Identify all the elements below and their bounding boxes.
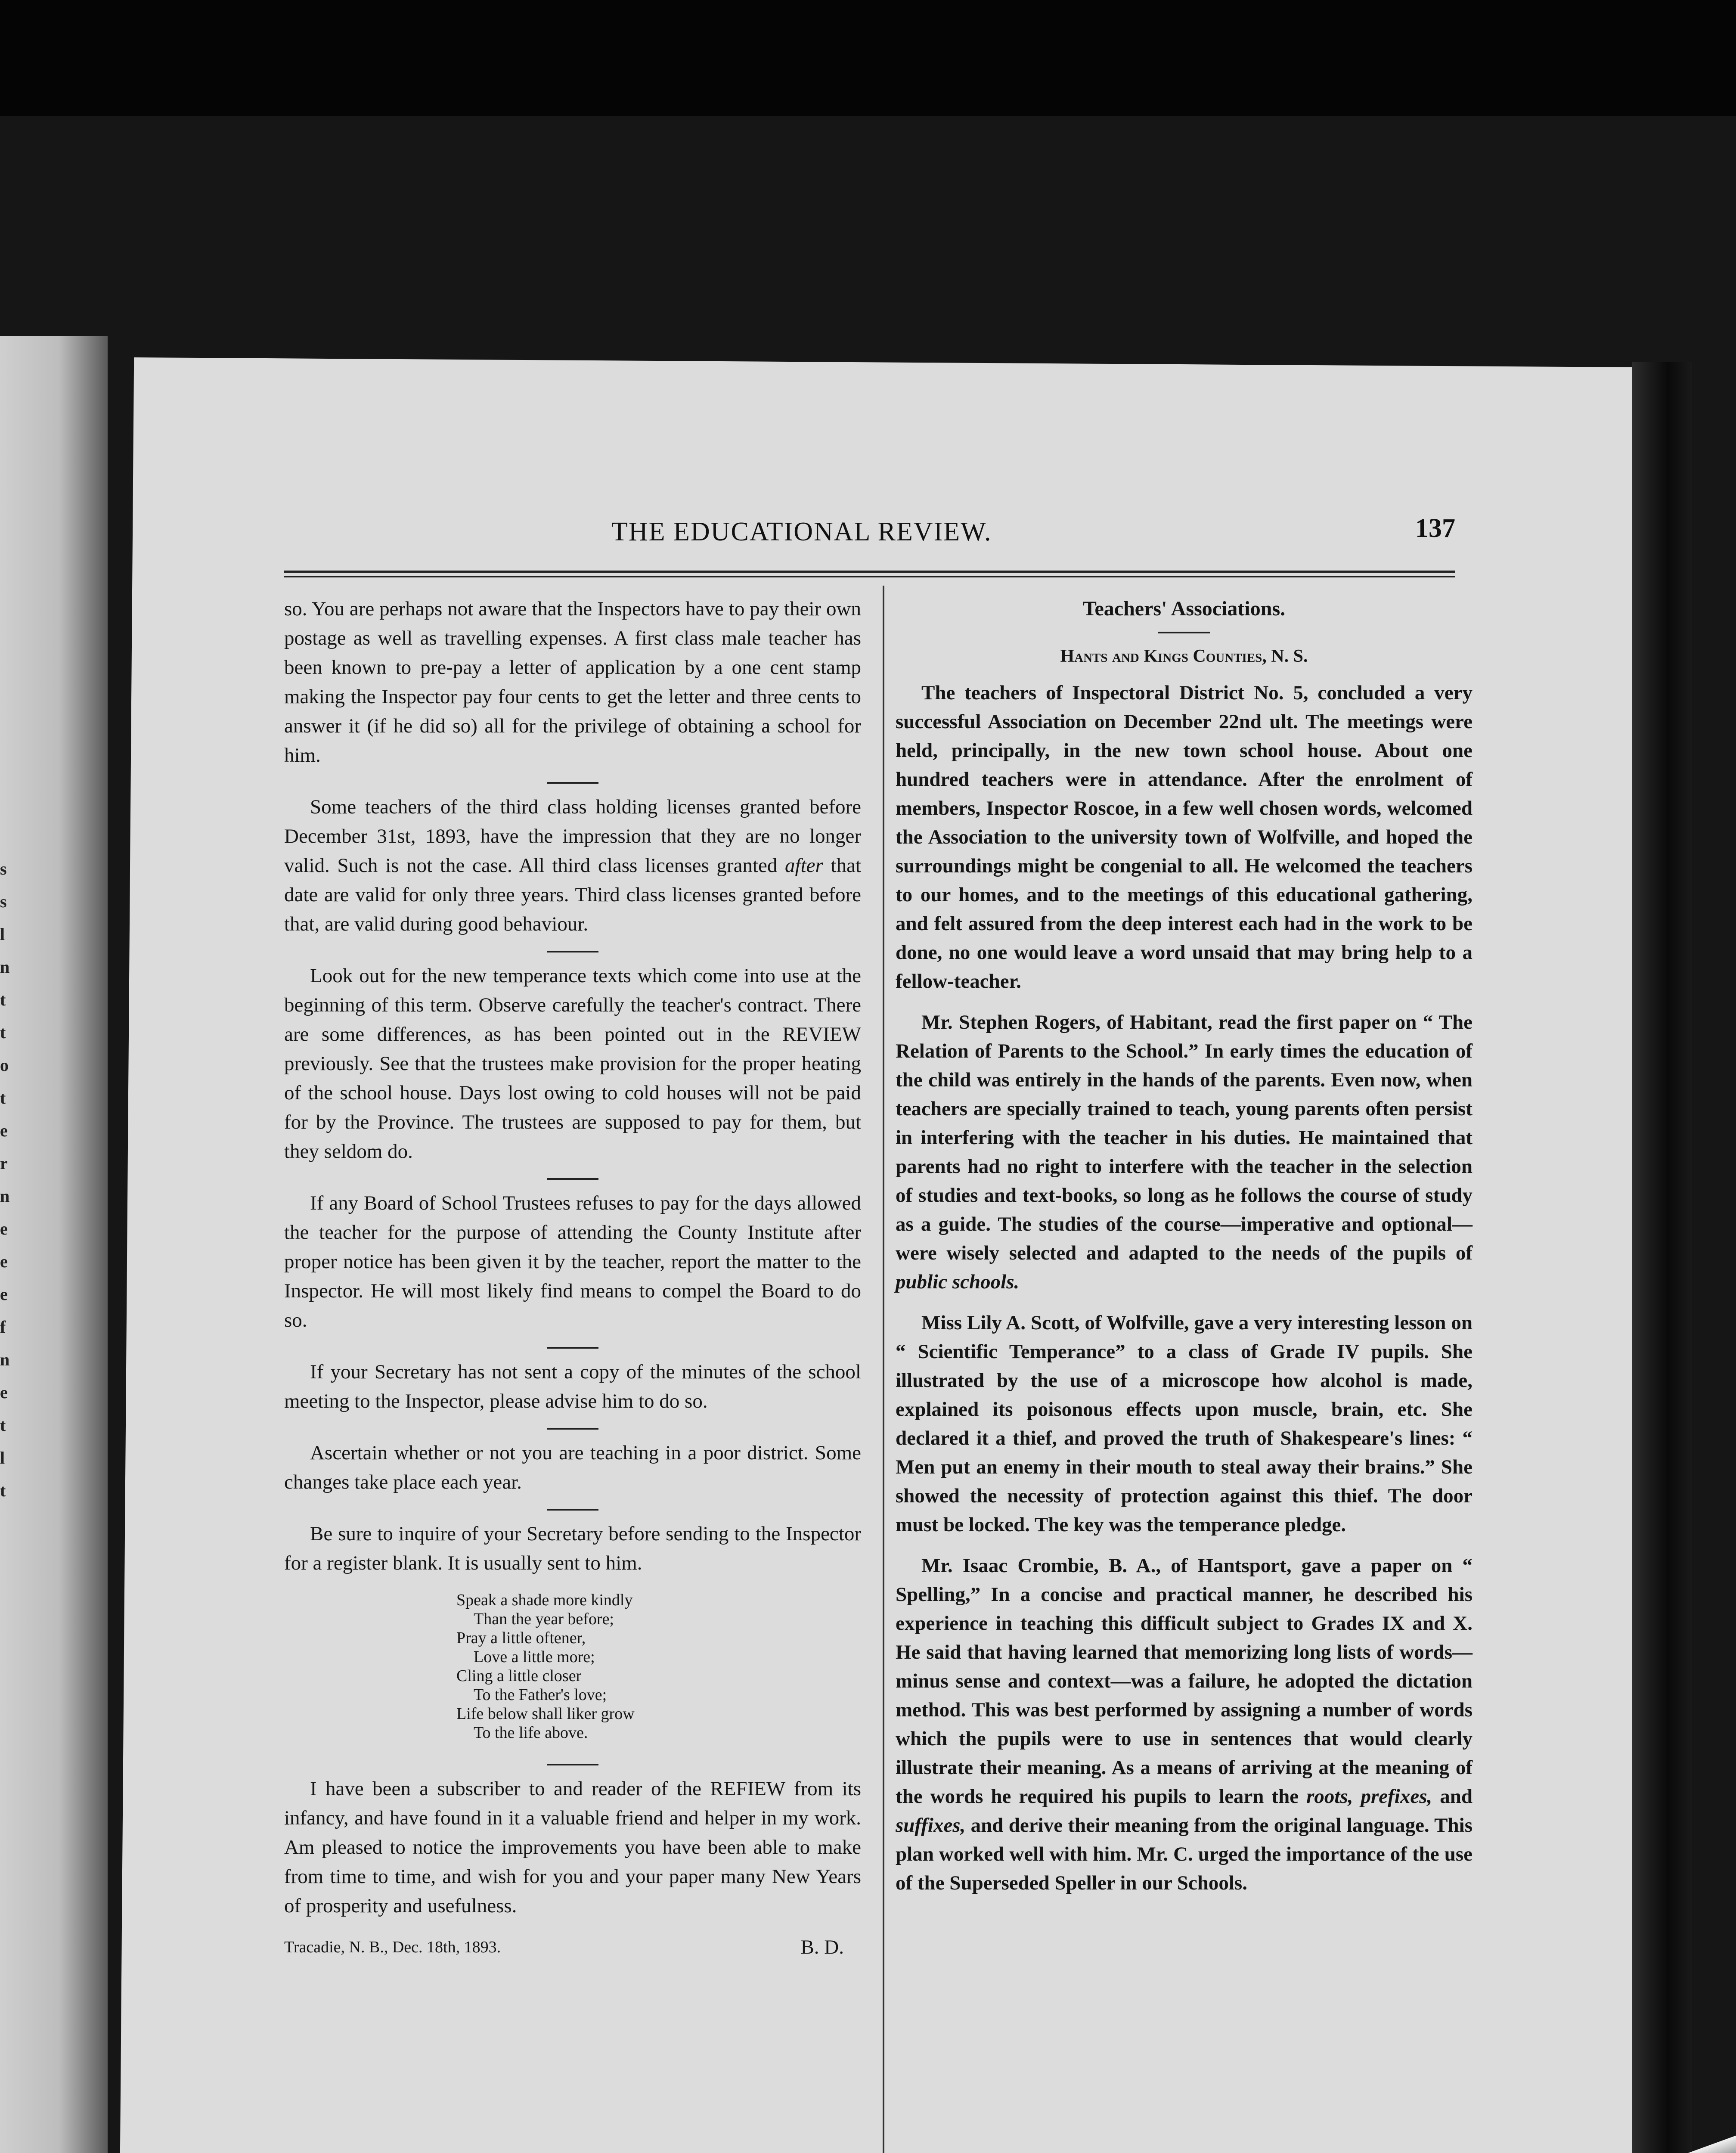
poem — [456, 1591, 801, 1742]
paragraph: Ascertain whether or not you are teaching in a poor district. Some changes take place each year. — [284, 1442, 861, 1493]
facing-page-letter: t — [0, 1088, 6, 1108]
running-title: THE EDUCATIONAL REVIEW. — [611, 517, 992, 546]
poem-line: To the life above. — [474, 1724, 588, 1742]
facing-page-letter: t — [0, 1023, 6, 1042]
column-divider — [883, 586, 884, 2153]
separator-rule — [547, 782, 598, 784]
facing-page-letter: e — [0, 1252, 8, 1271]
facing-page-letter: n — [0, 1350, 10, 1369]
separator-rule — [547, 1347, 598, 1349]
paragraph: Look out for the new temperance texts which come into use at the beginning of this term. Observe carefully the teacher's contract. There are some differences, as has been pointed out in the REVIEW previously. See that the trustees make provision for the proper heating of the school house. Days lost owing to cold houses will not be paid for by the Province. The trustees are supposed to pay for them, but they seldom do. — [284, 965, 861, 1163]
paragraph: so. You are perhaps not aware that the Inspectors have to pay their own postage as well as travelling expenses. A first class male teacher has been known to pre-pay a letter of application by a one cent stamp making the Inspector pay four cents to get the letter and three cents to answer it (if he did so) all for the privilege of obtaining a school for him. — [284, 598, 861, 766]
paragraph: Some teachers of the third class holding licenses granted before December 31st, 1893, have the impression that they are no longer valid. Such is not the case. All third class licenses granted after that date are valid for only three years. Third class licenses granted before that, are valid during good behaviour. — [284, 796, 861, 935]
left-column — [284, 594, 861, 1962]
poem-line: To the Father's love; — [474, 1686, 607, 1704]
facing-page-letter: t — [0, 990, 6, 1009]
facing-page-letter: n — [0, 1186, 10, 1206]
section-subtitle: Hants and Kings Counties, N. S. — [1060, 646, 1308, 666]
facing-page-edge — [0, 336, 108, 2153]
section-title: Teachers' Associations. — [1082, 597, 1286, 620]
facing-page-letter: l — [0, 924, 5, 944]
book-spine-edge — [1632, 362, 1692, 2153]
facing-page-letter: s — [0, 892, 7, 911]
poem-line: Speak a shade more kindly — [456, 1591, 633, 1609]
separator-rule — [547, 1178, 598, 1180]
page-header — [284, 514, 1455, 568]
paragraph: Mr. Stephen Rogers, of Habitant, read the first paper on “ The Relation of Parents to the School.” In early times the education of the child was entirely in the hands of the parents. Even now, when teachers are specially trained to teach, young parents often persist in interfering with the teacher in his duties. He maintained that parents had no right to interfere with the teacher in the selection of studies and text-books, so long as he follows the course of study as a guide. The studies of the course—imperative and optional—were wisely selected and adapted to the needs of the pupils of public schools. — [896, 1011, 1472, 1293]
facing-page-letter: l — [0, 1448, 5, 1467]
paragraph: Be sure to inquire of your Secretary before sending to the Inspector for a register blank. It is usually sent to him. — [284, 1523, 861, 1574]
right-column — [896, 594, 1472, 1910]
facing-page-letter: e — [0, 1383, 8, 1402]
poem-line: Than the year before; — [474, 1610, 614, 1628]
separator-rule — [547, 951, 598, 952]
letter-signoff — [284, 1933, 861, 1962]
facing-page-letters — [0, 853, 17, 1507]
poem-line: Cling a little closer — [456, 1667, 582, 1685]
paragraph: The teachers of Inspectoral District No. 5, concluded a very successful Association on December 22nd ult. The meetings were held, principally, in the new town school house. About one hundred teachers were in attendance. After the enrolment of members, Inspector Roscoe, in a few well chosen words, welcomed the Association to the university town of Wolfville, and hoped the surroundings might be congenial to all. He welcomed the teachers to our homes, and to the meetings of this educational gathering, and felt assured from the deep interest each had in the work to be done, no one would leave a word unsaid that may bring help to a fellow-teacher. — [896, 682, 1472, 993]
separator-rule — [547, 1764, 598, 1765]
facing-page-letter: f — [0, 1317, 6, 1337]
paragraph: I have been a subscriber to and reader of the REFIEW from its infancy, and have found in it a valuable friend and helper in my work. Am pleased to notice the improvements you have been able to make from time to time, and wish for you and your paper many New Years of prosperity and usefulness. — [284, 1778, 861, 1917]
separator-rule — [1158, 632, 1210, 633]
facing-page-letter: n — [0, 957, 10, 977]
separator-rule — [547, 1509, 598, 1511]
facing-page-letter: e — [0, 1219, 8, 1238]
paragraph: Mr. Isaac Crombie, B. A., of Hantsport, gave a paper on “ Spelling,” In a concise and practical manner, he described his experience in teaching this difficult subject to Grades IX and X. He said that having learned that memorizing long lists of words—minus sense and context—was a failure, he adopted the dictation method. This was best performed by assigning a number of words which the pupils were to use in sentences that would clearly illustrate their meaning. As a means of arriving at the meaning of the words he required his pupils to learn the roots, prefixes, and suffixes, and derive their meaning from the original language. This plan worked well with him. Mr. C. urged the importance of the use of the Superseded Speller in our Schools. — [896, 1554, 1473, 1894]
facing-page-letter: o — [0, 1055, 9, 1075]
poem-line: Life below shall liker grow — [456, 1705, 635, 1723]
facing-page-letter: t — [0, 1481, 6, 1500]
film-border-top — [0, 0, 1736, 116]
header-rule — [284, 571, 1455, 573]
poem-line: Pray a little oftener, — [456, 1629, 586, 1647]
facing-page-letter: e — [0, 1121, 8, 1140]
facing-page-letter: e — [0, 1284, 8, 1304]
facing-page-letter: t — [0, 1415, 6, 1435]
paragraph: Miss Lily A. Scott, of Wolfville, gave a very interesting lesson on “ Scientific Temperance” to a class of Grade IV pupils. She illustrated by the use of a microscope how alcohol is made, explained its poisonous effects upon muscle, brain, etc. She declared it a thief, and proved the truth of Shakespeare's lines: “ Men put an enemy in their mouth to steal away their brains.” She showed the necessity of protection against this thief. The door must be locked. The key was the temperance pledge. — [896, 1312, 1472, 1536]
header-rule-thin — [284, 576, 1455, 577]
facing-page-letter: r — [0, 1154, 8, 1173]
signoff-place-date: Tracadie, N. B., Dec. 18th, 1893. — [284, 1938, 501, 1956]
signoff-initials: B. D. — [800, 1936, 844, 1958]
paragraph: If any Board of School Trustees refuses to pay for the days allowed the teacher for the purpose of attending the County Institute after proper notice has been given it by the teacher, report the matter to the Inspector. He will most likely find means to compel the Board to do so. — [284, 1192, 861, 1331]
page-number: 137 — [1415, 514, 1455, 543]
paragraph: If your Secretary has not sent a copy of the minutes of the school meeting to the Inspector, please advise him to do so. — [284, 1361, 861, 1412]
poem-line: Love a little more; — [474, 1648, 595, 1666]
separator-rule — [547, 1428, 598, 1430]
facing-page-letter: s — [0, 859, 7, 878]
